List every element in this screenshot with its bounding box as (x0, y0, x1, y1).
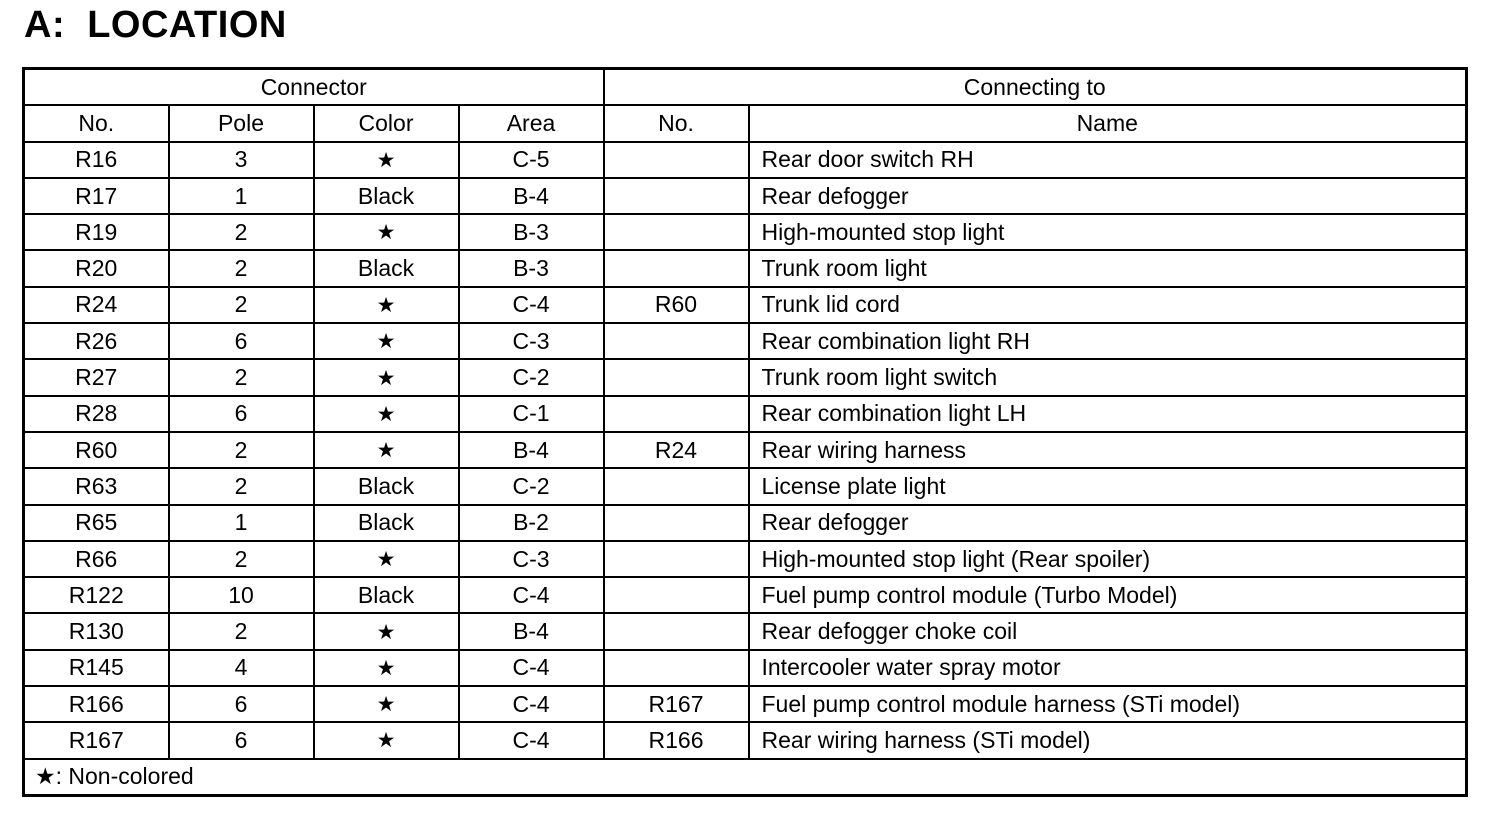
table-row (24, 613, 1467, 649)
cell-connecting-no (604, 214, 749, 250)
cell-connector-no: R65 (24, 505, 169, 541)
cell-connector-no: R66 (24, 541, 169, 577)
cell-area: C-4 (459, 577, 604, 613)
cell-pole: 4 (169, 650, 314, 686)
cell-connector-no: R60 (24, 432, 169, 468)
footnote-row (24, 759, 1467, 796)
table-row (24, 505, 1467, 541)
cell-area: C-4 (459, 650, 604, 686)
cell-color: Black (314, 178, 459, 214)
cell-pole: 2 (169, 432, 314, 468)
cell-name: High-mounted stop light (749, 214, 1467, 250)
cell-connector-no: R145 (24, 650, 169, 686)
cell-name: Rear defogger choke coil (749, 613, 1467, 649)
cell-name: Rear door switch RH (749, 142, 1467, 178)
cell-connecting-no (604, 323, 749, 359)
cell-connector-no: R26 (24, 323, 169, 359)
cell-connecting-no (604, 396, 749, 432)
cell-connecting-no (604, 650, 749, 686)
cell-color: ★ (314, 650, 459, 686)
cell-pole: 2 (169, 287, 314, 323)
cell-name: Rear combination light LH (749, 396, 1467, 432)
cell-connecting-no (604, 178, 749, 214)
cell-pole: 6 (169, 396, 314, 432)
cell-area: B-4 (459, 178, 604, 214)
cell-area: C-2 (459, 468, 604, 504)
cell-area: C-4 (459, 686, 604, 722)
cell-connecting-no (604, 505, 749, 541)
table-row (24, 396, 1467, 432)
cell-color: ★ (314, 214, 459, 250)
cell-area: C-3 (459, 323, 604, 359)
column-header-connecting-no: No. (604, 105, 749, 141)
table-row (24, 359, 1467, 395)
table-row (24, 686, 1467, 722)
cell-area: B-2 (459, 505, 604, 541)
cell-connecting-no: R24 (604, 432, 749, 468)
cell-area: B-3 (459, 250, 604, 286)
cell-connector-no: R63 (24, 468, 169, 504)
cell-name: Fuel pump control module (Turbo Model) (749, 577, 1467, 613)
cell-name: Rear combination light RH (749, 323, 1467, 359)
cell-pole: 2 (169, 468, 314, 504)
cell-connector-no: R167 (24, 722, 169, 758)
cell-pole: 2 (169, 214, 314, 250)
cell-color: ★ (314, 541, 459, 577)
cell-pole: 6 (169, 323, 314, 359)
cell-connecting-no (604, 250, 749, 286)
table-row (24, 214, 1467, 250)
cell-area: C-3 (459, 541, 604, 577)
cell-pole: 1 (169, 178, 314, 214)
column-header-row (24, 105, 1467, 141)
cell-area: B-4 (459, 613, 604, 649)
table-row (24, 287, 1467, 323)
cell-connector-no: R122 (24, 577, 169, 613)
connecting-to-group-header: Connecting to (604, 69, 1467, 106)
cell-connector-no: R24 (24, 287, 169, 323)
cell-area: C-1 (459, 396, 604, 432)
table-row (24, 178, 1467, 214)
cell-connector-no: R166 (24, 686, 169, 722)
cell-pole: 3 (169, 142, 314, 178)
cell-pole: 2 (169, 250, 314, 286)
cell-connecting-no (604, 613, 749, 649)
column-header-no: No. (24, 105, 169, 141)
cell-name: Rear wiring harness (749, 432, 1467, 468)
cell-name: Fuel pump control module harness (STi model) (749, 686, 1467, 722)
cell-connecting-no (604, 468, 749, 504)
cell-color: ★ (314, 613, 459, 649)
cell-name: Trunk room light (749, 250, 1467, 286)
cell-color: ★ (314, 359, 459, 395)
table-row (24, 250, 1467, 286)
footnote: ★: Non-colored (24, 759, 1467, 796)
cell-connector-no: R130 (24, 613, 169, 649)
cell-color: ★ (314, 722, 459, 758)
cell-pole: 6 (169, 722, 314, 758)
cell-connecting-no (604, 577, 749, 613)
cell-pole: 2 (169, 359, 314, 395)
cell-area: C-2 (459, 359, 604, 395)
column-header-area: Area (459, 105, 604, 141)
cell-connector-no: R20 (24, 250, 169, 286)
cell-connector-no: R28 (24, 396, 169, 432)
cell-color: ★ (314, 287, 459, 323)
cell-name: Trunk lid cord (749, 287, 1467, 323)
cell-pole: 2 (169, 613, 314, 649)
cell-connecting-no (604, 142, 749, 178)
cell-connecting-no: R167 (604, 686, 749, 722)
table-row (24, 142, 1467, 178)
cell-color: ★ (314, 686, 459, 722)
cell-name: License plate light (749, 468, 1467, 504)
cell-color: Black (314, 468, 459, 504)
cell-connector-no: R27 (24, 359, 169, 395)
cell-color: ★ (314, 142, 459, 178)
table-row (24, 323, 1467, 359)
cell-area: B-4 (459, 432, 604, 468)
cell-pole: 1 (169, 505, 314, 541)
group-header-row (24, 69, 1467, 106)
cell-color: ★ (314, 432, 459, 468)
cell-connecting-no: R166 (604, 722, 749, 758)
cell-connector-no: R16 (24, 142, 169, 178)
table-row (24, 541, 1467, 577)
cell-connecting-no (604, 541, 749, 577)
cell-name: Intercooler water spray motor (749, 650, 1467, 686)
cell-connector-no: R19 (24, 214, 169, 250)
cell-name: Rear wiring harness (STi model) (749, 722, 1467, 758)
table-row (24, 468, 1467, 504)
cell-color: ★ (314, 396, 459, 432)
connector-location-table (22, 67, 1468, 797)
cell-name: Rear defogger (749, 178, 1467, 214)
cell-area: C-4 (459, 722, 604, 758)
cell-area: C-4 (459, 287, 604, 323)
cell-pole: 10 (169, 577, 314, 613)
cell-color: Black (314, 577, 459, 613)
cell-name: Trunk room light switch (749, 359, 1467, 395)
column-header-color: Color (314, 105, 459, 141)
connector-group-header: Connector (24, 69, 604, 106)
cell-name: High-mounted stop light (Rear spoiler) (749, 541, 1467, 577)
column-header-pole: Pole (169, 105, 314, 141)
cell-connecting-no (604, 359, 749, 395)
column-header-name: Name (749, 105, 1467, 141)
cell-color: ★ (314, 323, 459, 359)
page-title: A: LOCATION (24, 4, 287, 46)
cell-pole: 6 (169, 686, 314, 722)
cell-name: Rear defogger (749, 505, 1467, 541)
table-row (24, 432, 1467, 468)
cell-connecting-no: R60 (604, 287, 749, 323)
cell-pole: 2 (169, 541, 314, 577)
cell-color: Black (314, 250, 459, 286)
cell-area: C-5 (459, 142, 604, 178)
cell-area: B-3 (459, 214, 604, 250)
cell-connector-no: R17 (24, 178, 169, 214)
table-row (24, 577, 1467, 613)
table-row (24, 722, 1467, 758)
cell-color: Black (314, 505, 459, 541)
table-row (24, 650, 1467, 686)
